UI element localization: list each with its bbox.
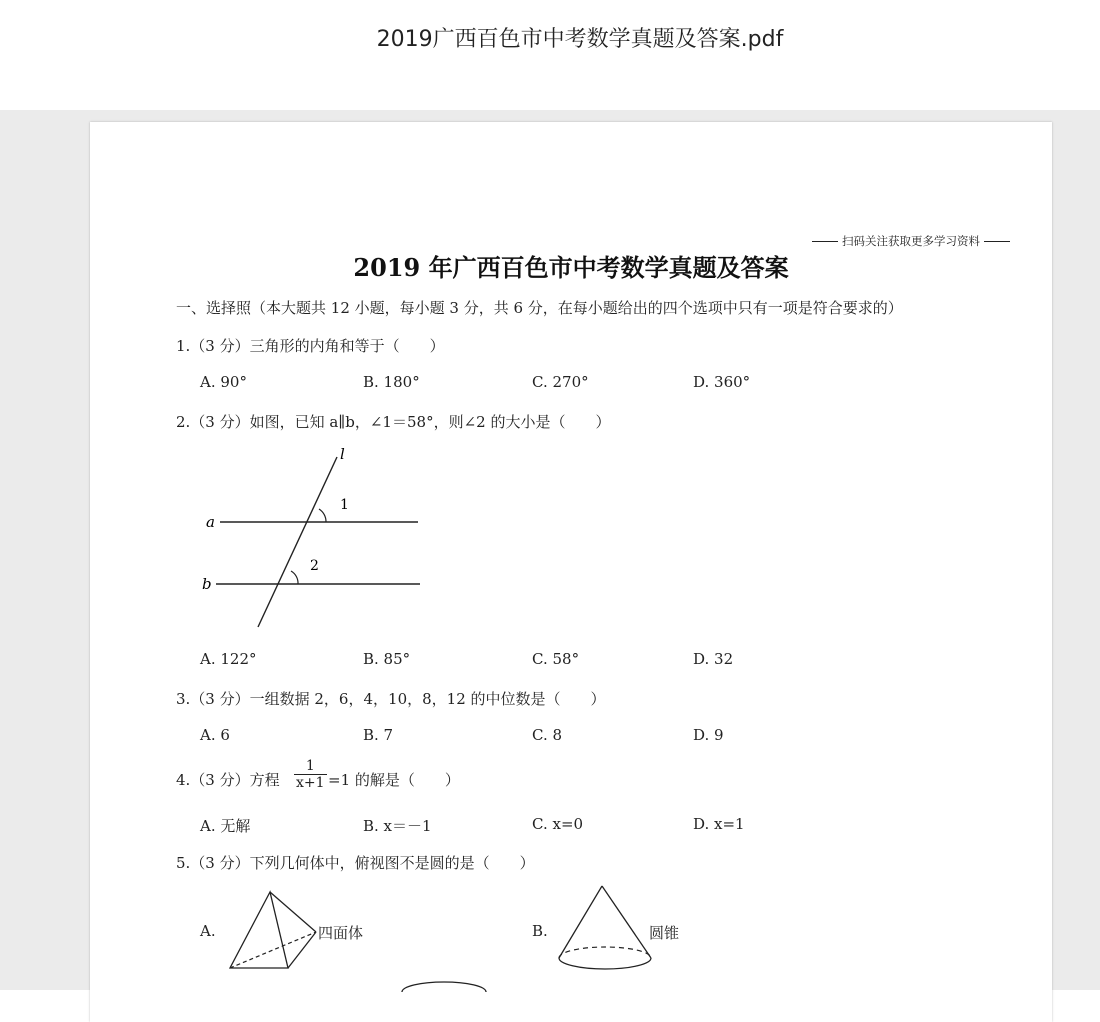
question-4-fraction — [294, 758, 327, 791]
question-3-option-b: B. 7 — [363, 726, 394, 744]
fraction-numerator: 1 — [305, 758, 315, 774]
banner-text: 扫码关注获取更多学习资料 — [842, 234, 980, 248]
cone-icon — [556, 884, 656, 974]
question-3-stem: 3.（3 分）一组数据 2，6，4，10，8，12 的中位数是（ ） — [176, 690, 606, 708]
question-1-option-a: A. 90° — [200, 373, 247, 391]
question-5-option-b-label: 圆锥 — [649, 924, 680, 942]
question-2-option-b: B. 85° — [363, 650, 411, 668]
question-5-option-b-letter: B. — [532, 922, 548, 940]
question-2-option-d: D. 32 — [693, 650, 734, 668]
question-3-option-a: A. 6 — [200, 726, 230, 744]
banner-dash-left — [812, 241, 838, 242]
figure-label-b: b — [202, 575, 212, 593]
title-bar — [0, 0, 1100, 110]
question-2-option-c: C. 58° — [532, 650, 580, 668]
question-4-option-a: A. 无解 — [200, 817, 251, 835]
question-5-option-a-label: 四面体 — [318, 924, 364, 942]
fraction-denominator: x+1 — [296, 775, 325, 791]
figure-angle-2: 2 — [310, 558, 319, 574]
question-1-option-c: C. 270° — [532, 373, 589, 391]
question-4-stem-suffix: =1 的解是（ ） — [328, 771, 460, 789]
qr-banner — [808, 233, 1014, 249]
question-2-option-a: A. 122° — [200, 650, 257, 668]
question-1-stem: 1.（3 分）三角形的内角和等于（ ） — [176, 337, 445, 355]
question-1-option-b: B. 180° — [363, 373, 420, 391]
figure-label-a: a — [206, 513, 215, 531]
document-title: 2019 年广西百色市中考数学真题及答案 — [353, 253, 789, 282]
question-4-stem-prefix: 4.（3 分）方程 — [176, 771, 280, 789]
figure-label-l: l — [340, 445, 345, 463]
banner-dash-right — [984, 241, 1010, 242]
question-5-stem: 5.（3 分）下列几何体中，俯视图不是圆的是（ ） — [176, 854, 535, 872]
question-5-option-a-letter: A. — [200, 922, 216, 940]
question-3-option-d: D. 9 — [693, 726, 724, 744]
section-heading: 一、选择照（本大题共 12 小题，每小题 3 分，共 6 分，在每小题给出的四个选项中只有一项是符合要求的） — [176, 299, 903, 317]
pdf-page — [90, 122, 1052, 1022]
question-4-option-c: C. x=0 — [532, 815, 584, 833]
question-2-stem: 2.（3 分）如图，已知 a∥b，∠1＝58°，则∠2 的大小是（ ） — [176, 413, 611, 431]
figure-angle-1: 1 — [340, 497, 349, 513]
parallel-lines-figure — [190, 447, 430, 632]
next-figure-partial — [400, 982, 490, 994]
question-1-option-d: D. 360° — [693, 373, 751, 391]
tetrahedron-icon — [228, 890, 328, 972]
question-4-option-b: B. x＝－1 — [363, 817, 432, 835]
file-title: 2019广西百色市中考数学真题及答案.pdf — [376, 27, 784, 52]
question-4-option-d: D. x=1 — [693, 815, 745, 833]
question-3-option-c: C. 8 — [532, 726, 563, 744]
